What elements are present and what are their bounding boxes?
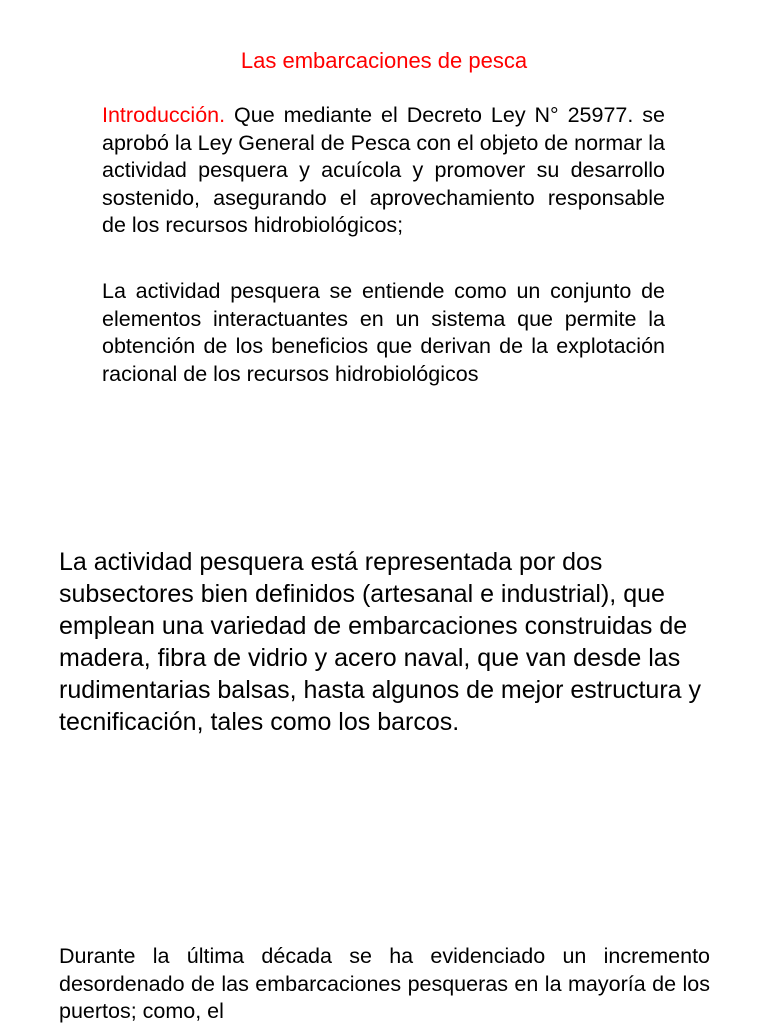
main-paragraph: La actividad pesquera está representada por dos subsectores bien definidos (artesanal e industrial), que emplean una variedad de embarcaciones construidas de madera, fibra de vidrio y acero naval, que van desde las rudimentarias balsas, hasta algunos de mejor estructura y tecnificación, tales como los barcos.: [59, 548, 701, 736]
page-title: Las embarcaciones de pesca: [240, 48, 528, 73]
intro-label: Introducción.: [102, 103, 226, 127]
intro-paragraph-2: La actividad pesquera se entiende como un conjunto de elementos interactuantes en un sistema que permite la obtención de los beneficios que derivan de la explotación racional de los recursos hidrobiológicos: [102, 279, 665, 386]
intro-paragraph: [102, 102, 665, 240]
intro-text: Que mediante el Decreto Ley N° 25977. se aprobó la Ley General de Pesca con el objeto de normar la actividad pesquera y acuícola y promover su desarrollo sostenido, asegurando el aprovechamiento responsable de los recursos hidrobiológicos;: [102, 103, 665, 237]
bottom-paragraph: Durante la última década se ha evidenciado un incremento desordenado de las embarcaciones pesqueras en la mayoría de los puertos; como, el: [59, 944, 710, 1023]
